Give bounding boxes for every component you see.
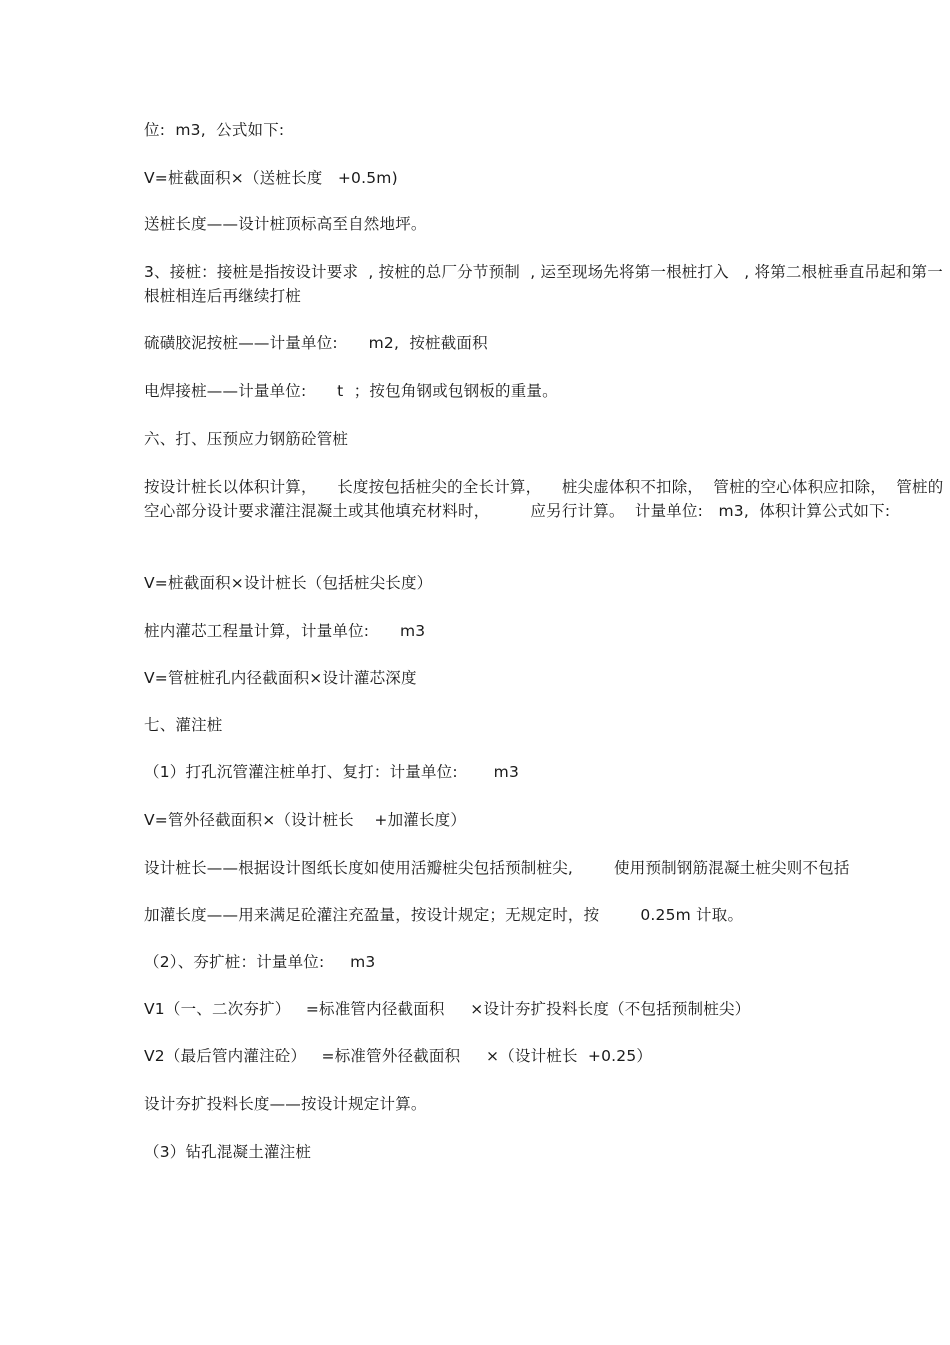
section-heading: 六、打、压预应力钢筋砼管桩 bbox=[144, 430, 349, 448]
text-line: V=桩截面积×（送桩长度 +0.5m) bbox=[144, 169, 398, 187]
formula-line: V=管桩桩孔内径截面积×设计灌芯深度 bbox=[144, 669, 417, 687]
formula-line: V1（一、二次夯扩） =标准管内径截面积 ×设计夯扩投料长度（不包括预制桩尖） bbox=[144, 1000, 751, 1018]
formula-line: V2（最后管内灌注砼） =标准管外径截面积 ×（设计桩长 +0.25） bbox=[144, 1047, 653, 1065]
section-heading: 七、灌注桩 bbox=[144, 716, 223, 734]
text-paragraph: 3、接桩：接桩是指按设计要求 , 按桩的总厂分节预制 , 运至现场先将第一根桩打入 , 将第二根桩垂直吊起和第一根桩相连后再继续打桩 bbox=[144, 263, 943, 305]
text-line: 设计桩长——根据设计图纸长度如使用活瓣桩尖包括预制桩尖, 使用预制钢筋混凝土桩尖则不包括 bbox=[144, 859, 850, 877]
formula-line: V=桩截面积×设计桩长（包括桩尖长度） bbox=[144, 574, 433, 592]
text-line: 设计夯扩投料长度——按设计规定计算。 bbox=[144, 1095, 427, 1113]
text-line: 位: m3, 公式如下: bbox=[144, 121, 285, 139]
formula-line: V=管外径截面积×（设计桩长 +加灌长度） bbox=[144, 811, 467, 829]
text-line: （2）、夯扩桩：计量单位: m3 bbox=[144, 953, 376, 971]
text-line: 送桩长度——设计桩顶标高至自然地坪。 bbox=[144, 215, 427, 233]
section-heading: （3）钻孔混凝土灌注桩 bbox=[144, 1143, 312, 1161]
text-line: 电焊接桩——计量单位: t ；按包角钢或包钢板的重量。 bbox=[144, 382, 558, 400]
text-line: 硫磺胶泥按桩——计量单位: m2, 按桩截面积 bbox=[144, 334, 488, 352]
text-line: 桩内灌芯工程量计算，计量单位: m3 bbox=[144, 622, 426, 640]
text-line: 加灌长度——用来满足砼灌注充盈量，按设计规定；无规定时，按 0.25m 计取。 bbox=[144, 906, 744, 924]
text-paragraph: 按设计桩长以体积计算， 长度按包括桩尖的全长计算， 桩尖虚体积不扣除， 管桩的空心体积应扣除， 管桩的空心部分设计要求灌注混凝土或其他填充材料时， 应另行计算。 计量单位: m3, 体积计算公式如下: bbox=[144, 478, 944, 520]
text-line: （1）打孔沉管灌注桩单打、复打：计量单位: m3 bbox=[144, 763, 520, 781]
